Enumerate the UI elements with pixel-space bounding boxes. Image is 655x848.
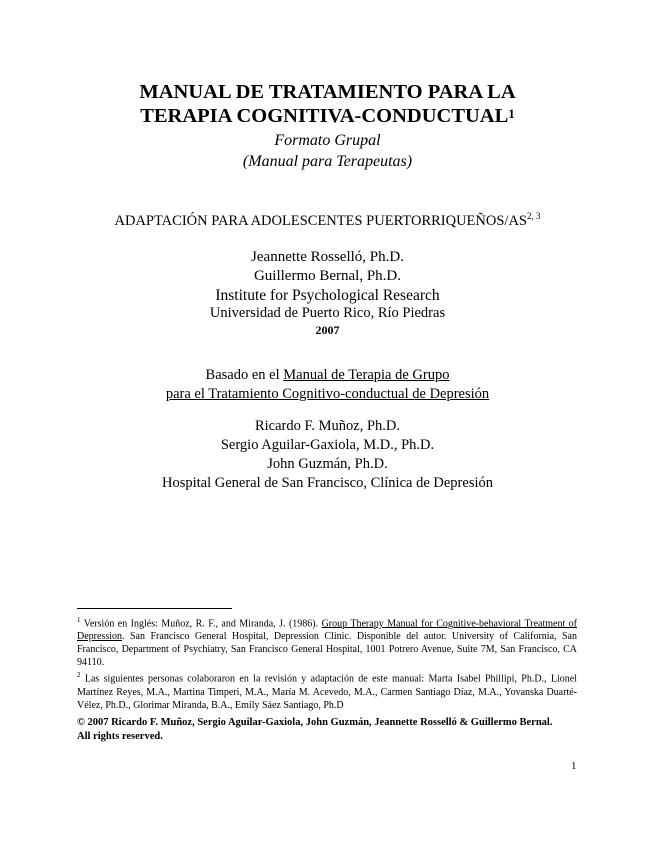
subtitle-audience: (Manual para Terapeutas) — [242, 153, 413, 170]
author-aguilar-gaxiola: Sergio Aguilar-Gaxiola, M.D., Ph.D. — [220, 437, 435, 453]
copyright-line-1: © 2007 Ricardo F. Muñoz, Sergio Aguilar-Gaxiola, John Guzmán, Jeannette Rosselló & Guillermo Bernal. — [77, 717, 553, 728]
based-on-prefix: Basado en el — [205, 367, 284, 383]
original-institution: Hospital General de San Francisco, Clínica de Depresión — [162, 475, 493, 491]
source-manual-title-2: para el Tratamiento Cognitivo-conductual de Depresión — [165, 386, 490, 402]
based-on-line-1 — [0, 366, 655, 385]
title-line-2 — [0, 104, 655, 130]
adaptation-heading — [0, 211, 655, 230]
footnotes — [77, 614, 577, 712]
institute-name: Institute for Psychological Research — [215, 287, 440, 304]
copyright-line-2: All rights reserved. — [77, 730, 163, 742]
subtitle-format: Formato Grupal — [274, 132, 381, 149]
footnote-1-text-b: . San Francisco General Hospital, Depression Clinic. Disponible del autor. University of California, San Francisco, Department of Psychiatry, San Francisco General Hospital, 1001 Potrero Avenue, Suite 7M, San Francisco, CA 94110. — [77, 631, 577, 669]
original-authors — [0, 417, 655, 493]
copyright-notice — [77, 716, 587, 743]
footnote-2-mark: 2 — [77, 671, 81, 680]
author-munoz: Ricardo F. Muñoz, Ph.D. — [254, 418, 401, 434]
author-guzman: John Guzmán, Ph.D. — [267, 456, 388, 472]
author-rossello: Jeannette Rosselló, Ph.D. — [251, 249, 404, 265]
university-name: Universidad de Puerto Rico, Río Piedras — [209, 305, 446, 321]
based-on-block — [0, 366, 655, 404]
footnote-1-title: Group Therapy Manual for Cognitive-behavioral Treatment of Depression — [77, 618, 577, 643]
footnote-2 — [77, 669, 577, 711]
page-number: 1 — [571, 760, 577, 772]
title-line-1: MANUAL DE TRATAMIENTO PARA LA — [139, 81, 516, 103]
adaptation-text: ADAPTACIÓN PARA ADOLESCENTES PUERTORRIQUEÑOS/AS — [114, 212, 527, 229]
source-manual-title-1: Manual de Terapia de Grupo — [283, 367, 450, 383]
footnote-divider — [77, 608, 232, 609]
footnote-1-mark: 1 — [77, 616, 81, 624]
footnote-2-text: Las siguientes personas colaboraron en la revisión y adaptación de este manual: Marta Isabel Phillipi, Ph.D., Lionel Martínez Reyes, M.A., Martina Timperi, M.A., María M. Acevedo, M.A., Carmen Santiago Díaz, M.A., Yovanska Duarté-Vélez, Ph.D., Glorimar Miranda, B.A., Emily Sáez Santiago, Ph.D — [77, 673, 577, 711]
adaptation-authors — [0, 248, 655, 338]
author-bernal: Guillermo Bernal, Ph.D. — [253, 268, 402, 284]
title-line-2-text: TERAPIA COGNITIVA-CONDUCTUAL — [140, 105, 509, 127]
publication-year: 2007 — [315, 323, 340, 337]
title-block — [0, 80, 655, 172]
footnote-ref-2-3: 2, 3 — [527, 211, 541, 221]
footnote-1-text-a: Versión en Inglés: Muñoz, R. F., and Miranda, J. (1986). — [80, 618, 322, 630]
footnote-ref-1: 1 — [508, 106, 515, 121]
footnote-1 — [77, 614, 577, 669]
